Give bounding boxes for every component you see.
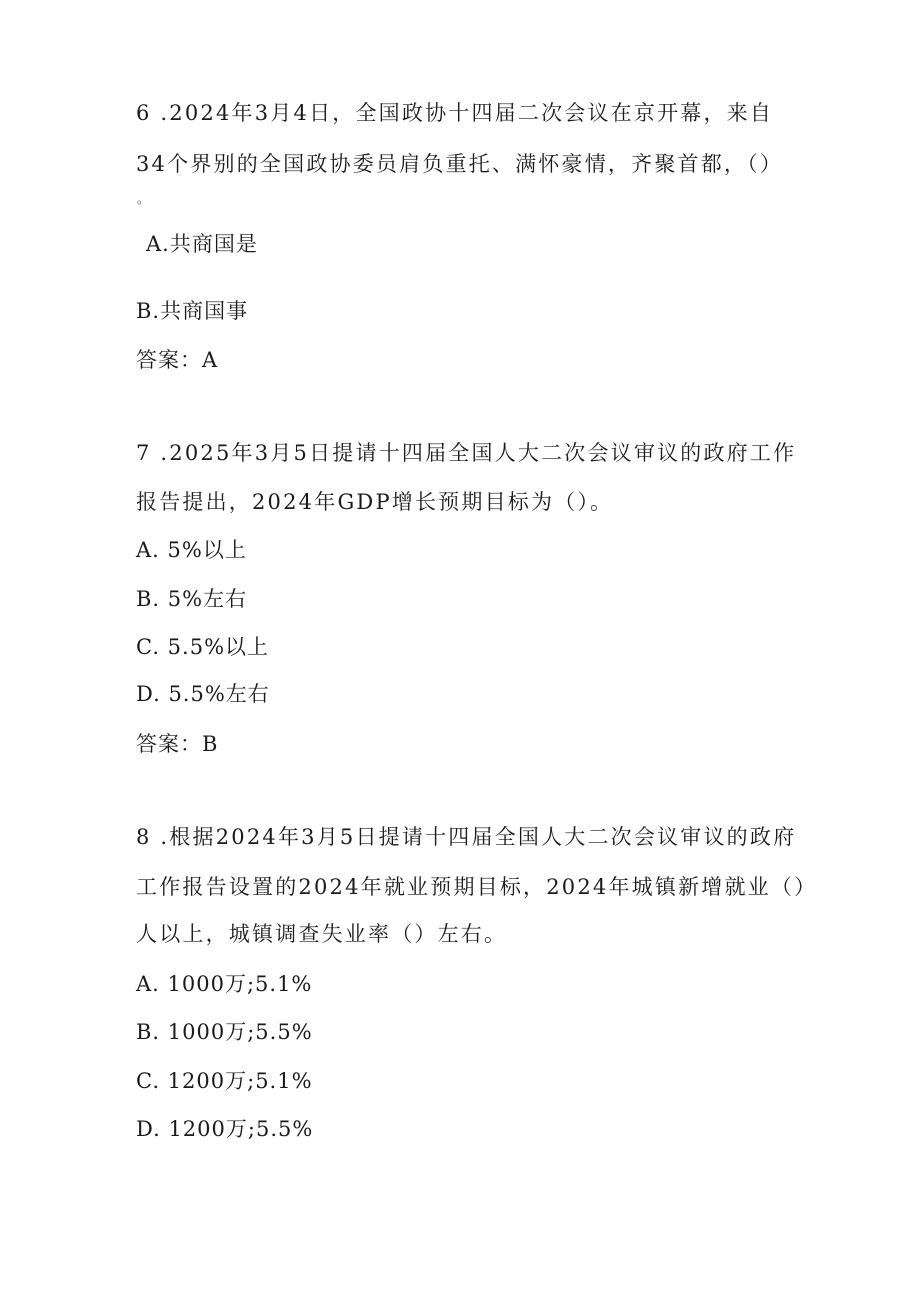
question-6-stem-line-2: 34个界别的全国政协委员肩负重托、满怀豪情，齐聚首都，（） — [136, 152, 784, 176]
question-7-answer: 答案：B — [136, 732, 219, 756]
question-6-stem-line-3: 。 — [137, 192, 150, 206]
question-6-stem-line-1: 6 .2024年3月4日，全国政协十四届二次会议在京开幕，来自 — [136, 101, 774, 125]
question-8-stem-line-3: 人以上，城镇调查失业率（）左右。 — [136, 922, 508, 946]
question-7-stem-line-2: 报告提出，2024年GDP增长预期目标为（）。 — [136, 490, 614, 514]
question-8-option-d: D. 1200万;5.5% — [136, 1117, 314, 1141]
question-6-option-a: A.共商国是 — [146, 232, 258, 256]
question-8-stem-line-2: 工作报告设置的2024年就业预期目标，2024年城镇新增就业（） — [136, 875, 818, 899]
question-7-option-c: C. 5.5%以上 — [136, 635, 270, 659]
question-6-option-b: B.共商国事 — [136, 299, 249, 323]
question-8-option-a: A. 1000万;5.1% — [136, 972, 313, 996]
question-7-option-b: B. 5%左右 — [136, 587, 248, 611]
question-8-stem-line-1: 8 .根据2024年3月5日提请十四届全国人大二次会议审议的政府 — [136, 825, 797, 849]
question-7-stem-line-1: 7 .2025年3月5日提请十四届全国人大二次会议审议的政府工作 — [136, 441, 797, 465]
question-6-answer: 答案：A — [136, 348, 219, 372]
question-8-option-c: C. 1200万;5.1% — [136, 1069, 313, 1093]
question-8-option-b: B. 1000万;5.5% — [136, 1020, 313, 1044]
question-7-option-d: D. 5.5%左右 — [136, 682, 270, 706]
question-7-option-a: A. 5%以上 — [136, 538, 247, 562]
